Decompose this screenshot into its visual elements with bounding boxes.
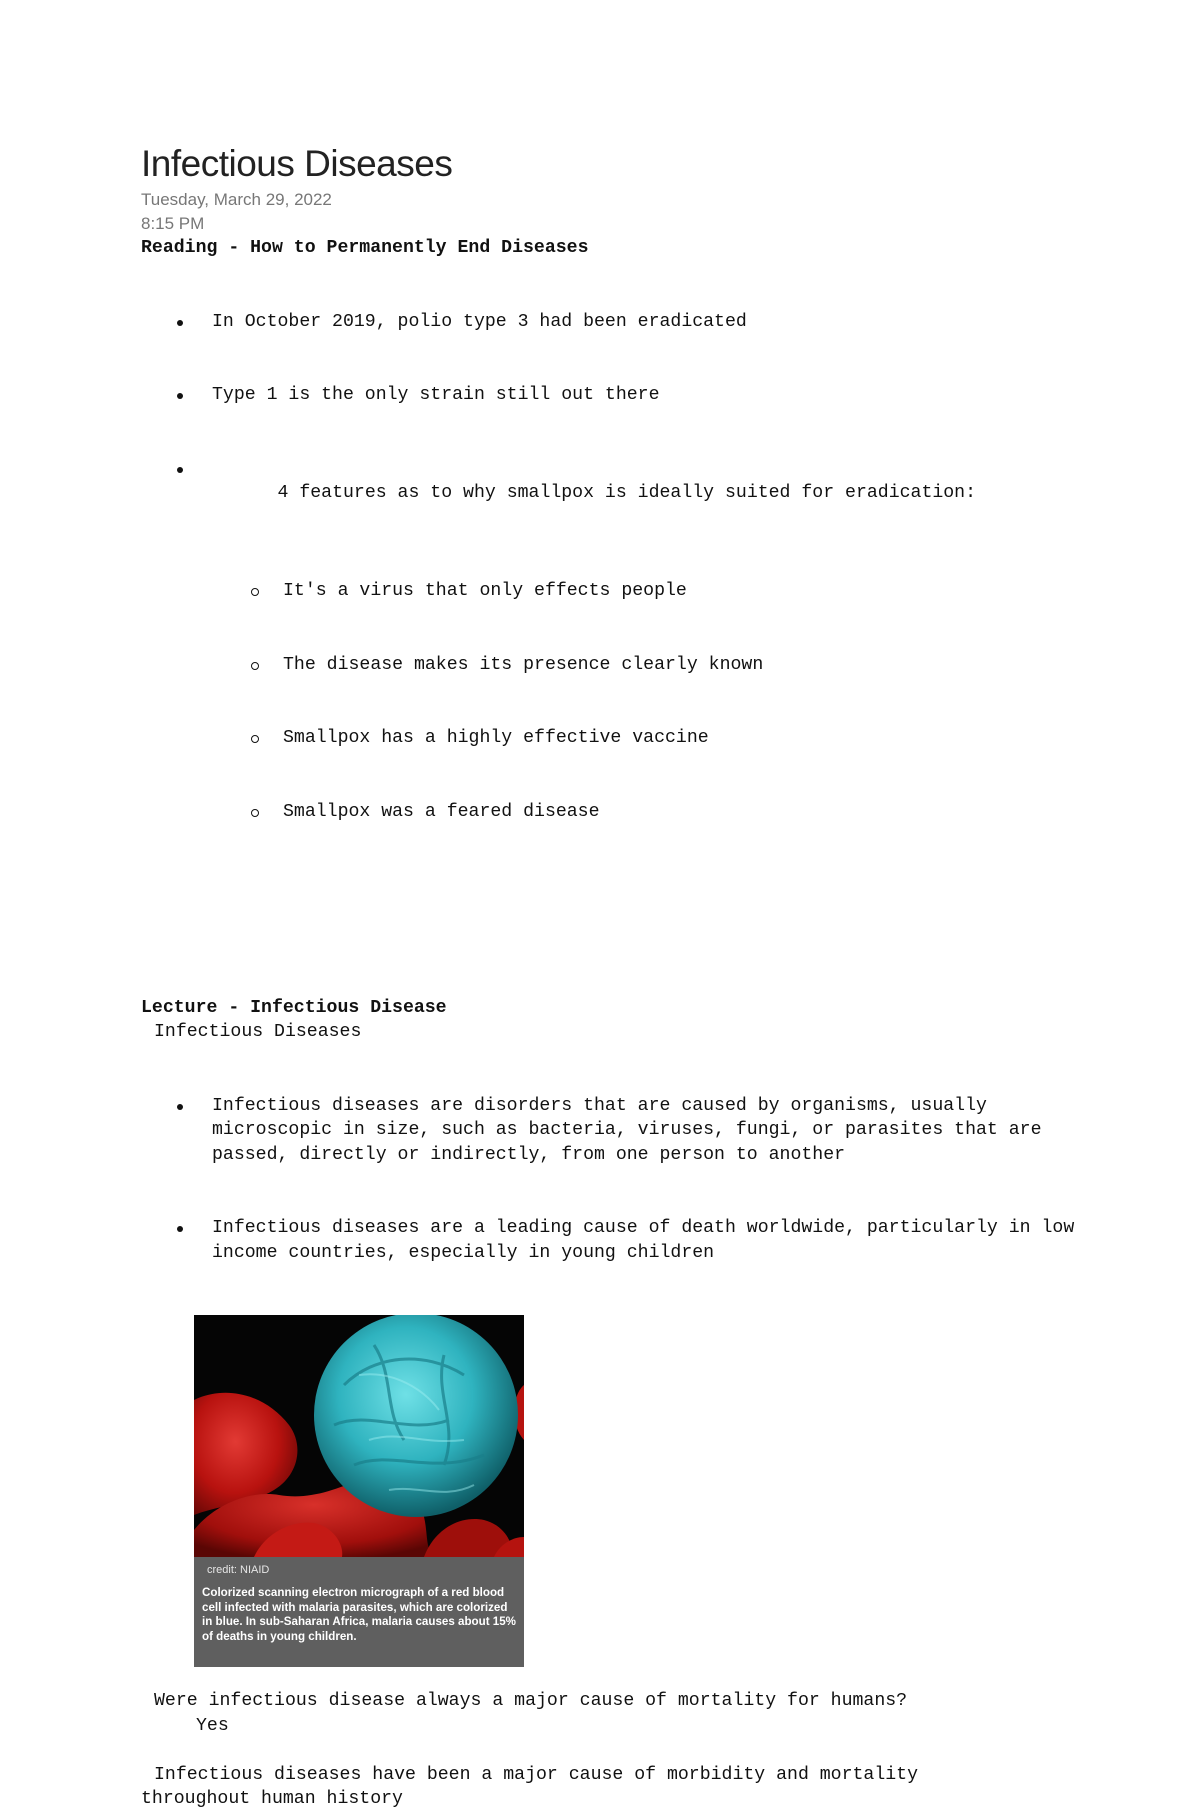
spacer (141, 971, 1101, 996)
sub-list-item: It's a virus that only effects people (212, 579, 1101, 604)
smallpox-features-list (212, 530, 1101, 873)
lecture-answer: Yes (196, 1715, 229, 1736)
lecture-closing: Infectious diseases have been a major cause of morbidity and mortality throughout human history (141, 1764, 929, 1809)
list-item: Type 1 is the only strain still out there (141, 383, 1101, 408)
lecture-question: Were infectious disease always a major cause of mortality for humans? (154, 1691, 908, 1711)
list-item-text: 4 features as to why smallpox is ideally suited for eradication: (277, 483, 977, 503)
sub-list-item: Smallpox was a feared disease (212, 800, 1101, 825)
lecture-heading: Lecture - Infectious Disease (141, 997, 447, 1018)
malaria-micrograph-figure (194, 1315, 524, 1667)
list-item (141, 457, 1101, 923)
note-time: 8:15 PM (141, 214, 205, 233)
note-page (141, 140, 1101, 1812)
sub-list-item: The disease makes its presence clearly known (212, 653, 1101, 678)
figure-caption-box (194, 1557, 524, 1667)
figure-credit: credit: NIAID (207, 1564, 270, 1576)
reading-heading: Reading - How to Permanently End Diseases (141, 238, 589, 258)
list-item: In October 2019, polio type 3 had been eradicated (141, 310, 1101, 335)
figure-caption: Colorized scanning electron micrograph of a red blood cell infected with malaria parasites, which are colorized in blue. In sub-Saharan Africa, malaria causes about 15% of deaths in young children. (202, 1586, 516, 1643)
lecture-subheading: Infectious Diseases (154, 1022, 362, 1042)
sub-list-item: Smallpox has a highly effective vaccine (212, 726, 1101, 751)
page-title: Infectious Diseases (141, 143, 453, 184)
reading-bullet-list (141, 261, 1101, 972)
lecture-bullet-list (141, 1045, 1101, 1315)
spacer (141, 1738, 1101, 1763)
note-date: Tuesday, March 29, 2022 (141, 190, 332, 209)
list-item: Infectious diseases are a leading cause of death worldwide, particularly in low income countries, especially in young children (141, 1216, 1101, 1265)
list-item: Infectious diseases are disorders that are caused by organisms, usually microscopic in size, such as bacteria, viruses, fungi, or parasites that are passed, directly or indirectly, from one person to another (141, 1094, 1101, 1168)
micrograph-image (194, 1315, 524, 1557)
spacer (141, 1667, 1101, 1689)
